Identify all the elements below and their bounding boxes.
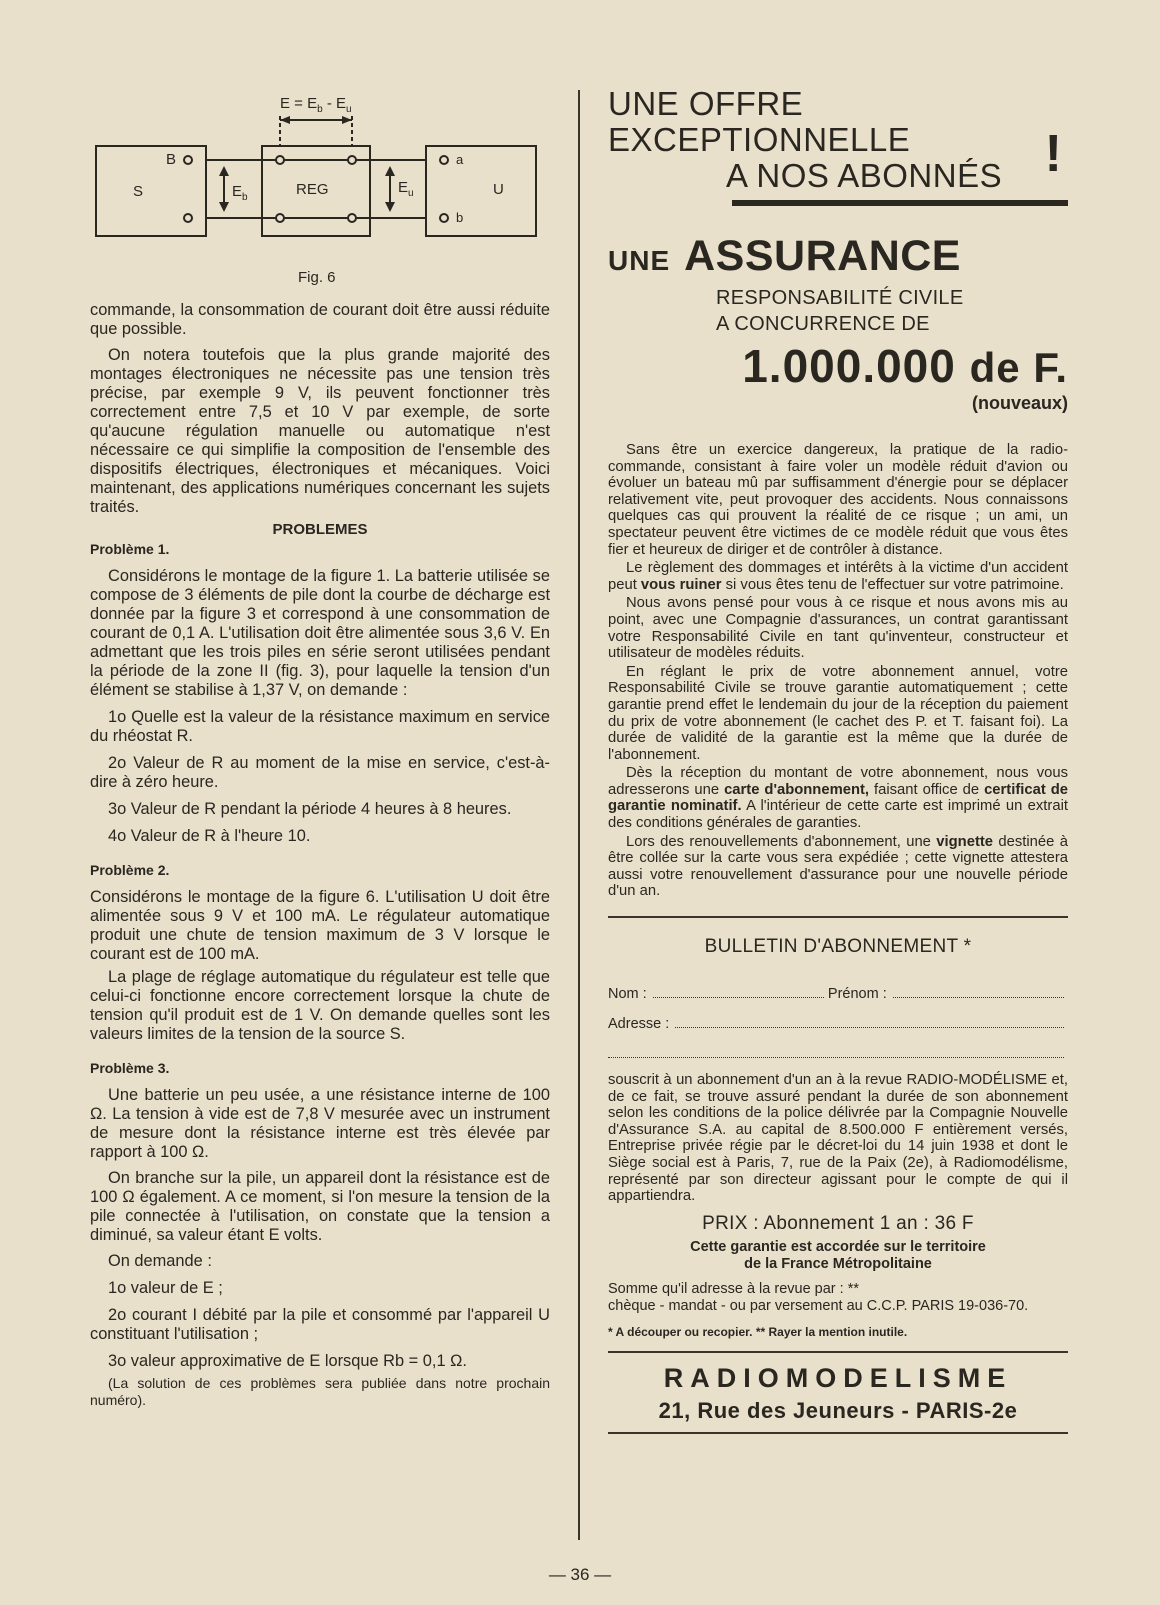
- problem-3-text-3: On demande :: [108, 1252, 212, 1270]
- coverage-amount: [608, 339, 1068, 393]
- offer-line-3: A NOS ABONNÉS: [726, 157, 1003, 194]
- offer-paragraph-1: Sans être un exercice dangereux, la pratique de la radio-commande, consistant à faire voler un modèle réduit d'avion ou évoluer un bateau mû par suffisamment d'énergie pour se déplacer relativement vite, peut provoquer des accidents. Nous connaissons quelques cas qui prouvent la réalité de ce risque ; un ami, un spectateur peuvent être victimes de ce modèle réduit que vous êtes fier et heureux de diriger et de contrôler à distance.: [608, 442, 1068, 558]
- circuit-diagram: [90, 86, 550, 286]
- publisher-box: [608, 1351, 1068, 1434]
- figure-caption: Fig. 6: [298, 269, 336, 286]
- offer-paragraph-2: Le règlement des dommages et intérêts à la victime d'un accident peut vous ruiner si vous êtes tenu de l'effectuer sur votre patrimoine.: [608, 560, 1068, 593]
- problem-1-question-2: 2o Valeur de R au moment de la mise en service, c'est-à-dire à zéro heure.: [90, 754, 550, 791]
- offer-body: [608, 442, 1068, 900]
- prenom-label: Prénom :: [827, 986, 887, 1003]
- problem-3-title: Problème 3.: [90, 1060, 170, 1076]
- label-B: B: [166, 151, 177, 168]
- left-column: [90, 86, 550, 1409]
- problem-1-question-4: 4o Valeur de R à l'heure 10.: [108, 827, 311, 845]
- problem-1-title: Problème 1.: [90, 541, 170, 557]
- label-b: b: [456, 210, 464, 225]
- label-Eb: $E_b$: [232, 183, 248, 203]
- problem-3-text-1: Une batterie un peu usée, a une résistance interne de 100 Ω. La tension à vide est de 7,8 V mesurée avec un instrument de mesure dont la résistance interne est très élevée par rapport à 100 Ω.: [90, 1086, 550, 1161]
- footnote: * A découper ou recopier. ** Rayer la mention inutile.: [608, 1324, 908, 1339]
- right-column: [608, 86, 1068, 1434]
- address-row: [608, 1010, 1068, 1032]
- territory-line-2: de la France Métropolitaine: [744, 1255, 932, 1272]
- label-a: a: [456, 152, 464, 167]
- problem-2-title: Problème 2.: [90, 862, 170, 878]
- name-row: [608, 980, 1068, 1002]
- offer-paragraph-4: En réglant le prix de votre abonnement annuel, votre Responsabilité Civile se trouve garantie automatiquement ; cette garantie prend effet le lendemain du jour de la réception du paiement du prix de votre abonnement (le cachet des P. et T. faisant foi). La durée de validité de la garantie est la même que la durée de l'abonnement.: [608, 663, 1068, 763]
- nouveaux-label: (nouveaux): [971, 393, 1068, 413]
- assurance-heading: [608, 232, 1068, 281]
- solution-note: (La solution de ces problèmes sera publiée dans notre prochain numéro).: [90, 1375, 550, 1408]
- problem-1-question-1: 1o Quelle est la valeur de la résistance maximum en service du rhéostat R.: [90, 708, 550, 745]
- problem-3-question-2: 2o courant I débité par la pile et consommé par l'appareil U constituant l'utilisation ;: [90, 1306, 550, 1343]
- offer-paragraph-6: Lors des renouvellements d'abonnement, une vignette destinée à être collée sur la carte vous sera expédiée ; cette vignette attestera aussi votre renouvellement d'assurance pour une nouvelle période d'un an.: [608, 833, 1068, 900]
- offer-title: [608, 86, 1068, 194]
- label-user: U: [493, 181, 504, 198]
- problem-1-text: Considérons le montage de la figure 1. La batterie utilisée se compose de 3 éléments de pile dont la courbe de décharge est donnée par la figure 3 et correspond à une consommation de courant de 0,1 A. L'utilisation doit être alimentée sous 3,6 V. En admettant que les trois piles en série seront utilisées pendant la période de la zone II (fig. 3), pour laquelle la tension d'un élément se stabilise à 1,37 V, on demande :: [90, 567, 550, 699]
- adresse-field[interactable]: [675, 1027, 1064, 1028]
- adresse-field-2[interactable]: [608, 1057, 1064, 1058]
- paragraph-note: On notera toutefois que la plus grande majorité des montages électroniques ne nécessite pas une tension très précise, par exemple 9 V, ils peuvent fonctionner très correctement entre 7,5 et 10 V par exemple, de sorte qu'aucune régulation manuelle ou automatique n'est nécessaire ce qui simplifie la composition de l'ensemble des dispositifs électriques, électroniques et mécaniques. Voici maintenant, des applications numériques concernant les sujets traités.: [90, 346, 550, 516]
- subscription-terms: souscrit à un abonnement d'un an à la revue RADIO-MODÉLISME et, de ce fait, se trouve assuré pendant la durée de son abonnement selon les conditions de la police délivrée par la Compagnie Nouvelle d'Assurance S.A. au capital de 8.500.000 F entièrement versés, Entreprise privée régie par le décret-loi du 14 juin 1938 et dont le Siège social est à Paris, 7, rue de la Paix (2e), à Radiomodélisme, représenté par son directeur agissant pour le compte de qui il appartiendra.: [608, 1072, 1068, 1205]
- offer-banner: [608, 86, 1068, 206]
- column-divider: [578, 90, 580, 1540]
- publisher-name: RADIOMODELISME: [663, 1362, 1013, 1393]
- offer-line-2: EXCEPTIONNELLE: [608, 121, 911, 158]
- payment-line-2: chèque - mandat - ou par versement au C.C.P. PARIS 19-036-70.: [608, 1297, 1029, 1314]
- problem-2-text-2: La plage de réglage automatique du régulateur est telle que celui-ci fonctionne encore correctement lorsque la chute de tension qu'il produit est de 1 V. On demande quelles sont les valeurs limites de la tension de la source S.: [90, 968, 550, 1043]
- responsabilite-line-2: A CONCURRENCE DE: [716, 313, 930, 335]
- amount-value: 1.000.000: [742, 340, 956, 392]
- problem-2-text-1: Considérons le montage de la figure 6. L'utilisation U doit être alimentée sous 9 V et 100 mA. Le régulateur automatique produit une chute de tension maximum de 3 V lorsque le courant est de 100 mA.: [90, 888, 550, 963]
- assurance-word: ASSURANCE: [684, 232, 961, 280]
- address-row-2: [608, 1040, 1068, 1062]
- problem-1-question-3: 3o Valeur de R pendant la période 4 heures à 8 heures.: [108, 800, 512, 818]
- payment-line-1: Somme qu'il adresse à la revue par : **: [608, 1280, 860, 1297]
- bulletin-title: BULLETIN D'ABONNEMENT *: [704, 936, 972, 958]
- territory-line-1: Cette garantie est accordée sur le territoire: [690, 1238, 986, 1255]
- label-reg: REG: [296, 181, 329, 198]
- nom-label: Nom :: [608, 986, 647, 1003]
- amount-unit: de F.: [969, 344, 1068, 391]
- nom-field[interactable]: [653, 997, 824, 998]
- prenom-field[interactable]: [893, 997, 1064, 998]
- assurance-une: UNE: [608, 245, 671, 276]
- page-number: — 36 —: [548, 1565, 612, 1584]
- adresse-label: Adresse :: [608, 1016, 670, 1033]
- paragraph-intro: commande, la consommation de courant doit être aussi réduite que possible.: [90, 301, 550, 338]
- problem-3-question-1: 1o valeur de E ;: [108, 1279, 223, 1297]
- price-line: PRIX : Abonnement 1 an : 36 F: [702, 1212, 974, 1234]
- figure-6: [90, 86, 550, 301]
- offer-paragraph-3: Nous avons pensé pour vous à ce risque et nous avons mis au point, avec une Compagnie d'assurances, un contrat garantissant votre Responsabilité Civile en tant qu'inventeur, constructeur et utilisateur de modèles réduits.: [608, 595, 1068, 662]
- bulletin-top-rule: [608, 916, 1068, 918]
- publisher-address: 21, Rue des Jeuneurs - PARIS-2e: [658, 1397, 1018, 1423]
- label-Eu: $E_u$: [398, 179, 414, 199]
- offer-paragraph-5: Dès la réception du montant de votre abonnement, nous vous adresserons une carte d'abonnement, faisant office de certificat de garantie nominatif. A l'intérieur de cette carte est imprimé un extrait des conditions générales de garanties.: [608, 765, 1068, 832]
- offer-line-1: UNE OFFRE: [608, 85, 804, 122]
- responsabilite-line-1: RESPONSABILITÉ CIVILE: [716, 287, 964, 309]
- section-heading: PROBLEMES: [272, 521, 368, 538]
- label-source: S: [133, 183, 144, 200]
- offer-underline: [732, 200, 1068, 206]
- label-equation: $E = E_b - E_u$: [280, 95, 352, 115]
- problem-3-question-3: 3o valeur approximative de E lorsque Rb = 0,1 Ω.: [108, 1352, 467, 1370]
- problem-3-text-2: On branche sur la pile, un appareil dont la résistance est de 100 Ω également. A ce moment, si l'on mesure la tension de la pile connectée à l'utilisation, on constate que la tension a diminué, sa valeur étant E volts.: [90, 1169, 550, 1244]
- exclamation-mark: !: [1044, 125, 1062, 183]
